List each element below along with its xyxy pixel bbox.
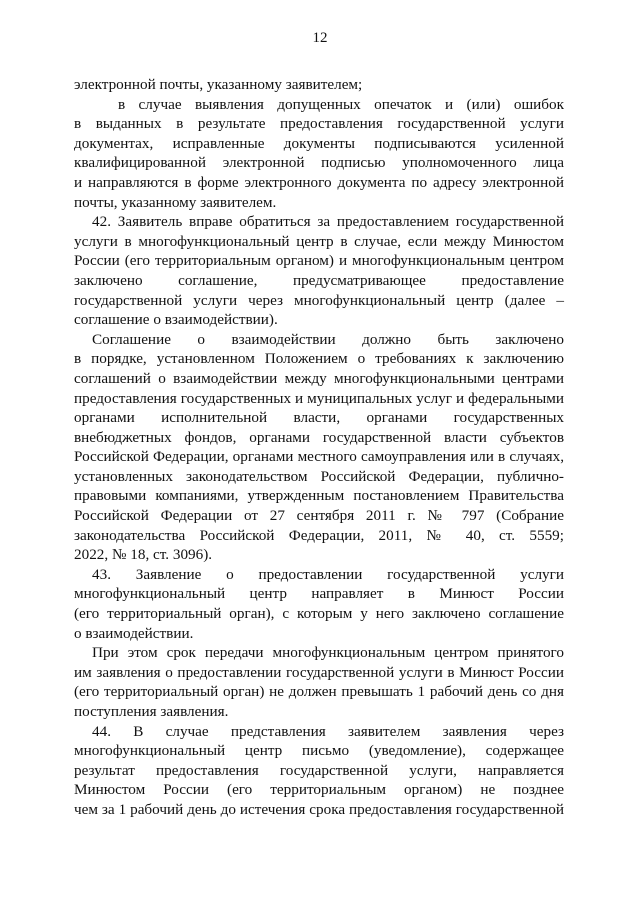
text-line: в случае выявления допущенных опечаток и (или) ошибок	[118, 95, 564, 113]
text-line: Российской Федерации от 27 сентября 2011 г. № 797 (Собрание	[74, 507, 564, 525]
text-line: внебюджетных фондов, органами государственной власти субъектов	[74, 428, 564, 446]
text-line: правовыми компаниями, утвержденным постановлением Правительства	[74, 487, 564, 505]
text-line: почты, указанному заявителем.	[74, 193, 277, 211]
text-line: органами исполнительной власти, органами государственных	[74, 409, 564, 427]
text-line: поступления заявления.	[74, 703, 229, 720]
text-line: им заявления о предоставлении государственной услуги в Минюст России	[74, 663, 564, 681]
text-line: Минюстом России (его территориальным органом) не позднее	[74, 781, 564, 799]
text-line: 2022, № 18, ст. 3096).	[74, 546, 213, 564]
text-line: чем за 1 рабочий день до истечения срока предоставления государственной	[74, 800, 564, 818]
text-line: в порядке, установленном Положением о требованиях к заключению	[74, 350, 564, 368]
text-line: 44. В случае представления заявителем заявления через	[92, 722, 564, 740]
text-line: результат предоставления государственной услуги, направляется	[74, 761, 564, 779]
text-line: о взаимодействии.	[74, 624, 194, 642]
text-line: Российской Федерации, органами местного самоуправления или в случаях,	[74, 448, 564, 466]
text-line: При этом срок передачи многофункциональным центром принятого	[92, 644, 564, 662]
text-line: в выданных в результате предоставления государственной услуги	[74, 115, 564, 133]
text-line: (его территориальный орган), с которым у него заключено соглашение	[74, 605, 564, 623]
text-line: соглашение о взаимодействии).	[74, 311, 278, 329]
text-line: установленных законодательством Российской Федерации, публично-	[74, 467, 564, 485]
document-body	[74, 75, 564, 820]
text-line: предоставления государственных и муниципальных услуг и федеральными	[74, 389, 564, 407]
text-line: документах, исправленные документы подписываются усиленной	[74, 134, 564, 152]
text-line: и направляются в форме электронного документа по адресу электронной	[74, 173, 564, 191]
text-line: услуги в многофункциональный центр в случае, если между Минюстом	[74, 232, 564, 250]
text-line: соглашений о взаимодействии между многофункциональными центрами	[74, 369, 564, 387]
page-number: 12	[312, 30, 328, 46]
text-line: заключено соглашение, предусматривающее предоставление	[74, 271, 564, 289]
text-line: (его территориальный орган) не должен превышать 1 рабочий день со дня	[74, 683, 564, 701]
text-line: электронной почты, указанному заявителем;	[74, 76, 363, 93]
text-line: России (его территориальным органом) и многофункциональным центром	[74, 252, 564, 270]
text-line: многофункциональный центр письмо (уведомление), содержащее	[74, 742, 564, 760]
text-line: квалифицированной электронной подписью уполномоченного лица	[74, 154, 564, 172]
text-line: 42. Заявитель вправе обратиться за предоставлением государственной	[92, 213, 564, 231]
text-line: Соглашение о взаимодействии должно быть заключено	[92, 330, 564, 348]
text-line: законодательства Российской Федерации, 2011, № 40, ст. 5559;	[74, 526, 564, 544]
text-line: 43. Заявление о предоставлении государственной услуги	[92, 565, 564, 583]
text-line: государственной услуги через многофункциональный центр (далее –	[74, 291, 564, 309]
text-line: многофункциональный центр направляет в Минюст России	[74, 585, 564, 603]
